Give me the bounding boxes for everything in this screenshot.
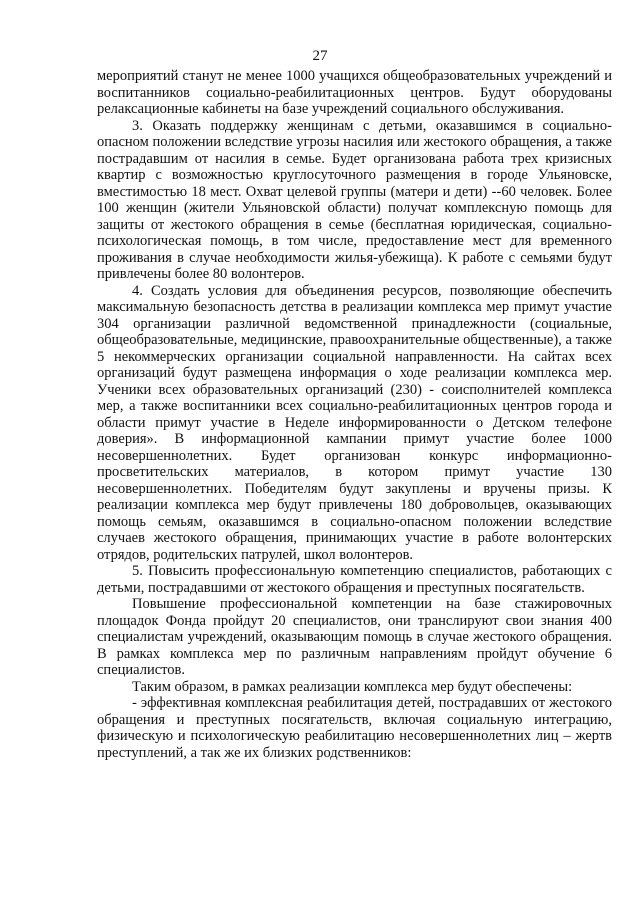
paragraph-summary-intro: Таким образом, в рамках реализации комплекса мер будут обеспечены:: [132, 678, 573, 695]
page-number: 27: [312, 48, 328, 64]
paragraph-training: Повышение профессиональной компетенции на базе стажировочных площадок Фонда пройдут 20 специалистов, они транслируют свои знания 400 специалистам учреждений, оказывающим помощь в случае жестокого обращения. В рамках комплекса мер по различным направлениям пройдут обучение 6 специалистов.: [97, 596, 612, 678]
paragraph-item-4: 4. Создать условия для объединения ресурсов, позволяющие обеспечить максимальную безопасность детства в реализации комплекса мер примут участие 304 организации различной ведомственной принадлежности (социальные, общеобразовательные, медицинские, правоохранительные общественные), а также 5 некоммерческих организации социальной направленности. На сайтах всех организаций будут размещена информация о ходе реализации комплекса мер. Ученики всех образовательных организаций (230) - соисполнителей комплекса мер, а также воспитанники всех социально-реабилитационных центров города и области примут участие в Неделе информированности о Детском телефоне доверия». В информационной кампании примут участие более 1000 несовершеннолетних. Будет организован конкурс информационно-просветительских материалов, в котором примут участие 130 несовершеннолетних. Победителям будут закуплены и вручены призы. К реализации комплекса мер будут привлечены 180 добровольцев, оказывающих помощь семьям, оказавшимся в социально-опасном положении вследствие случаев жестокого обращения, принимающих участие в работе волонтерских отрядов, родительских патрулей, школ волонтеров.: [97, 282, 612, 563]
paragraph-item-3: 3. Оказать поддержку женщинам с детьми, оказавшимся в социально-опасном положении вследствие угрозы насилия или жестокого обращения, а также пострадавшим от насилия в семье. Будет организована работа трех кризисных квартир с возможностью круглосуточного размещения в городе Ульяновске, вместимостью 18 мест. Охват целевой группы (матери и дети) --60 человек. Более 100 женщин (жители Ульяновской области) получат комплексную помощь для защиты от жестокого обращения в семье (бесплатная юридическая, социально-психологическая помощь, в том числе, предоставление мест для временного проживания в случае необходимости жилья-убежища). К работе с семьями будут привлечены более 80 волонтеров.: [97, 117, 612, 282]
paragraph-item-5: 5. Повысить профессиональную компетенцию специалистов, работающих с детьми, пострадавшими от жестокого обращения и преступных посягательств.: [97, 563, 612, 596]
paragraph-continuation: мероприятий станут не менее 1000 учащихся общеобразовательных учреждений и воспитанников социально-реабилитационных центров. Будут оборудованы релаксационные кабинеты на базе учреждений социального обслуживания.: [97, 68, 612, 117]
paragraph-list-item: - эффективная комплексная реабилитация детей, пострадавших от жестокого обращения и преступных посягательств, включая социальную интеграцию, физическую и психологическую реабилитацию несовершеннолетних лиц – жертв преступлений, а так же их близких родственников:: [97, 695, 612, 761]
document-body: [97, 68, 612, 761]
